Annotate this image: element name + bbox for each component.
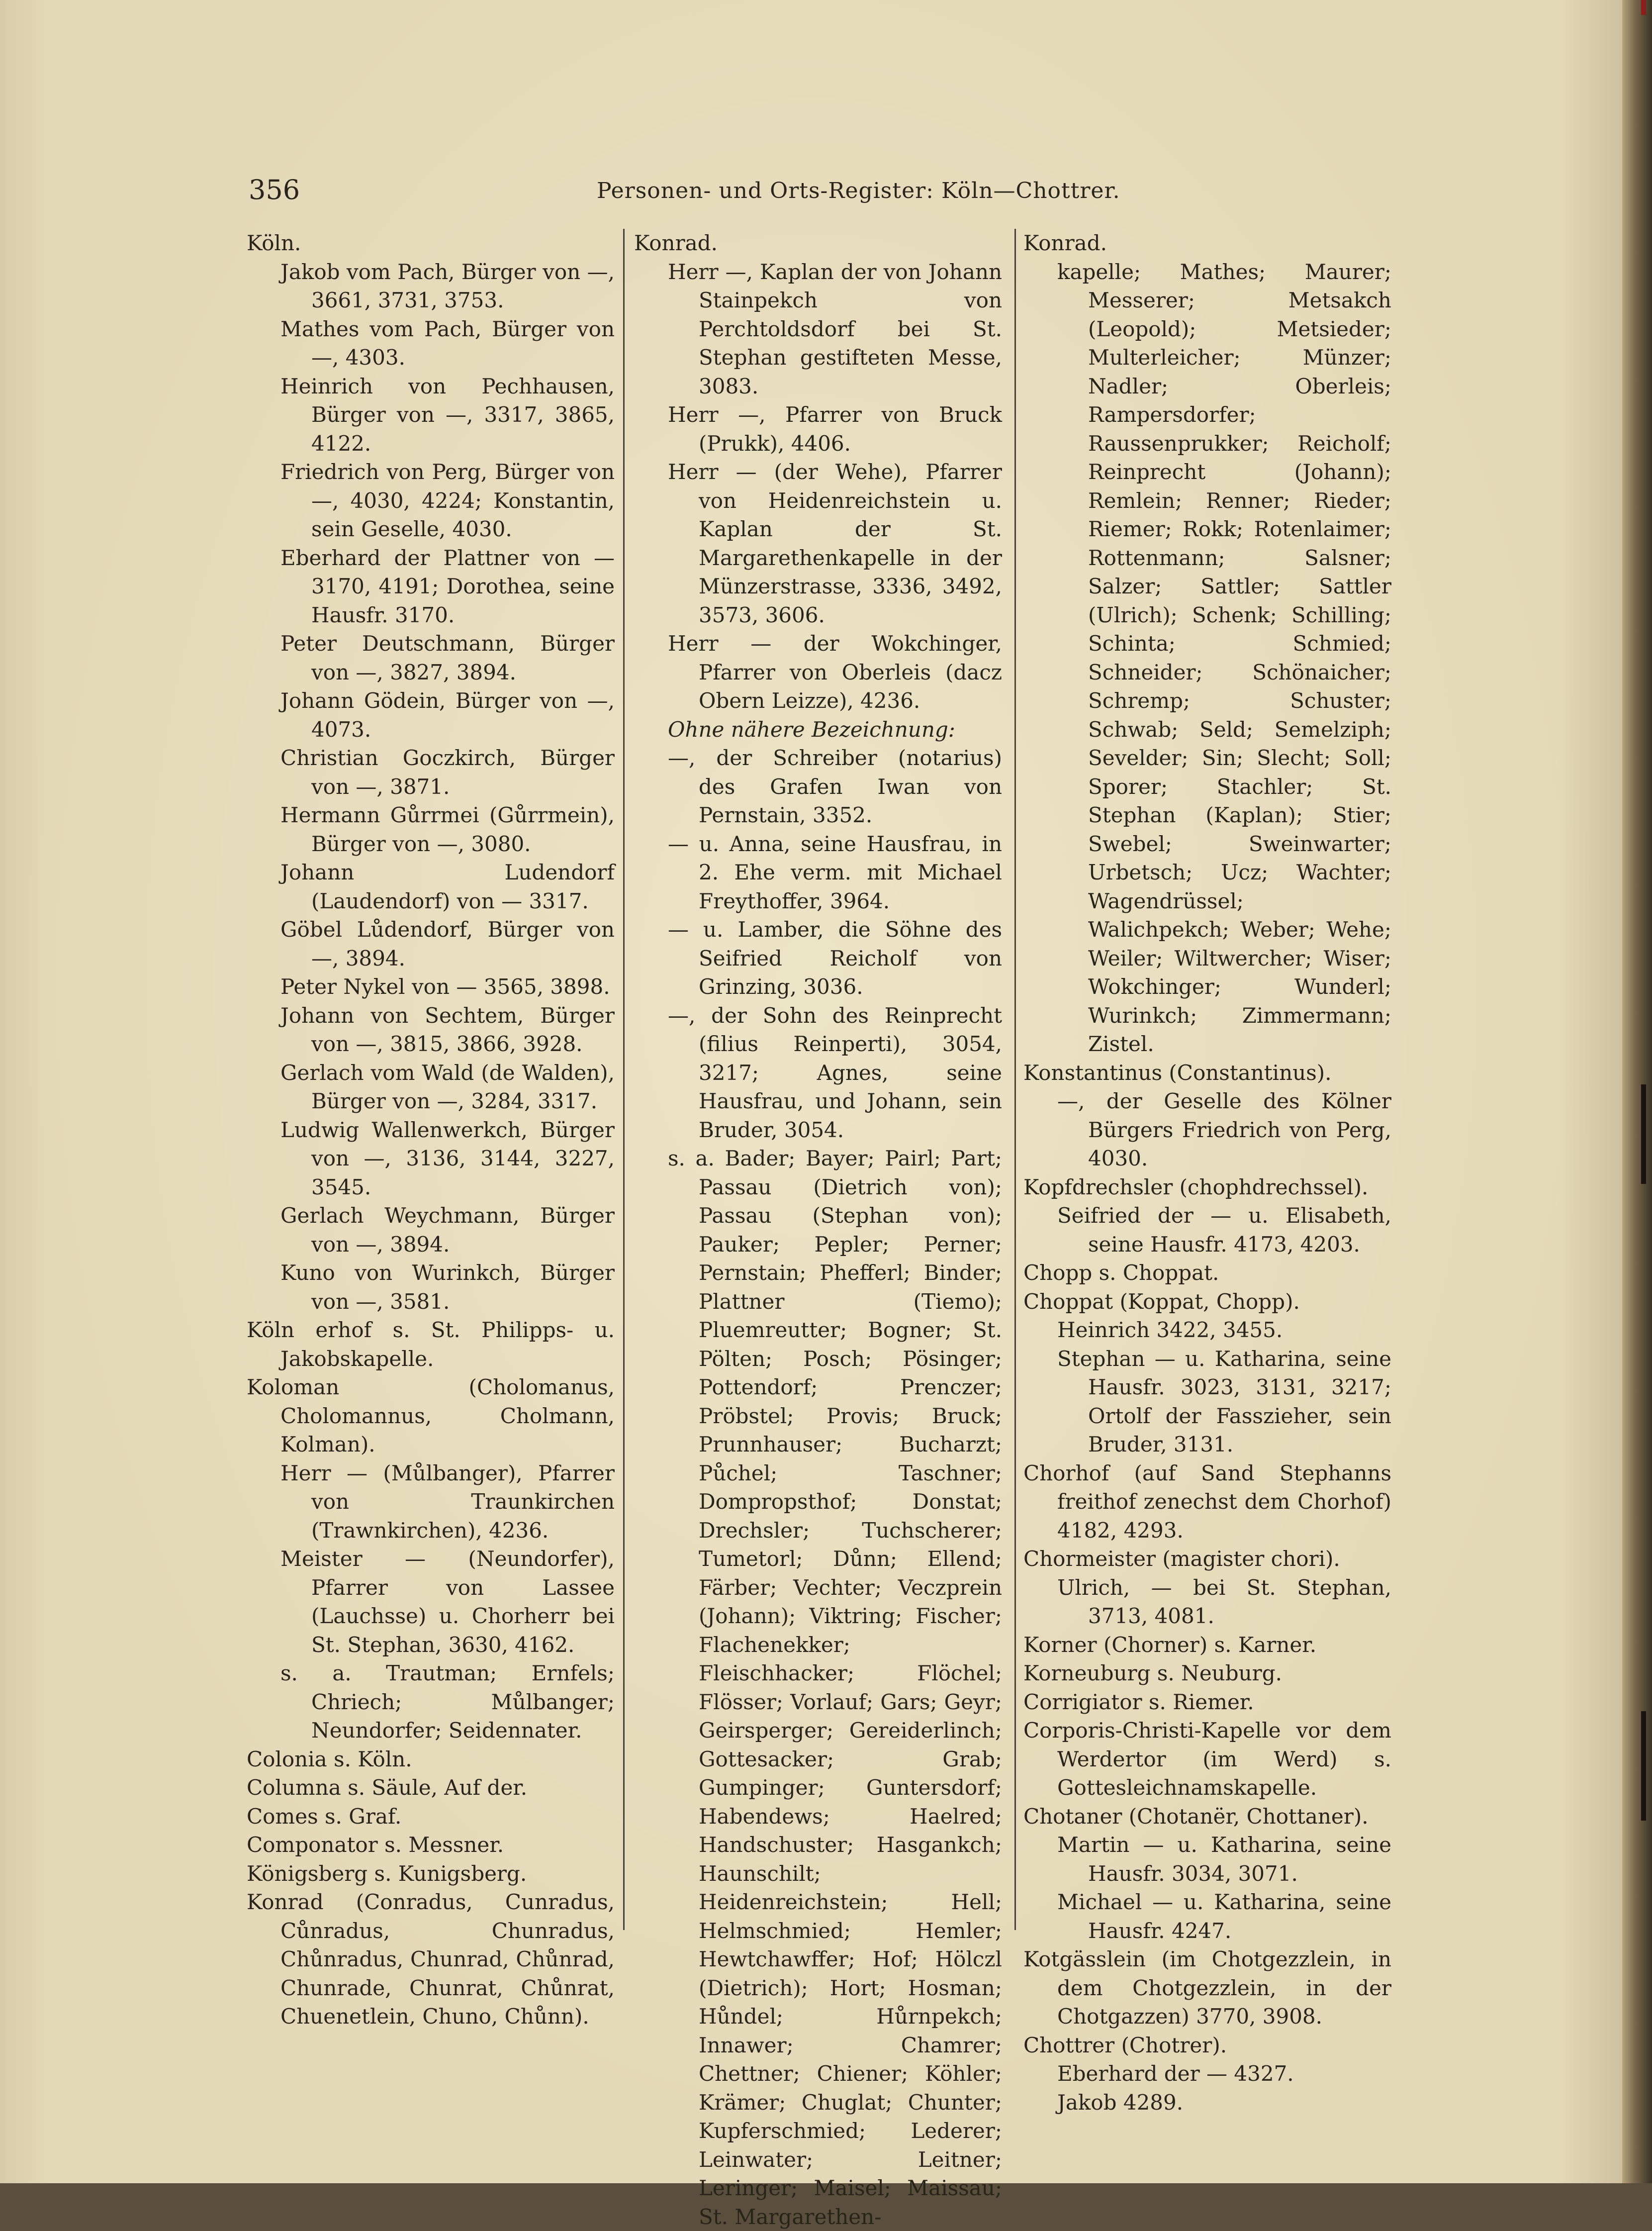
index-subentry: Hermann Gůrrmei (Gůrrmein), Bürger von —, 3080.	[280, 803, 615, 856]
index-subentry: kapelle; Mathes; Maurer; Messerer; Metsakch (Leopold); Metsieder; Multerleicher; Münzer; Nadler; Oberleis; Rampersdorfer; Raussenprukker; Reicholf; Reinprecht (Johann); Remlein; Renner; Rieder; Riemer; Rokk; Rotenlaimer; Rottenmann; Salsner; Salzer; Sattler; Sattler (Ulrich); Schenk; Schilling; Schinta; Schmied; Schneider; Schönaicher; Schremp; Schuster; Schwab; Seld; Semelziph; Sevelder; Sin; Slecht; Soll; Sporer; Stachler; St. Stephan (Kaplan); Stier; Swebel; Sweinwarter; Urbetsch; Ucz; Wachter; Wagendrüssel; Walichpekch; Weber; Wehe; Weiler; Wiltwercher; Wiser; Wokchinger; Wunderl; Wurinkch; Zimmermann; Zistel.	[1057, 259, 1391, 1056]
page-edge	[1622, 0, 1652, 2183]
index-heading: Köln erhof s. St. Philipps- u. Jakobskapelle.	[247, 1318, 615, 1371]
running-title: Personen- und Orts-Register: Köln—Chottrer.	[597, 178, 1120, 203]
index-subentry: Peter Deutschmann, Bürger von —, 3827, 3894.	[280, 631, 615, 684]
index-heading: Korner (Chorner) s. Karner.	[1023, 1632, 1317, 1657]
index-subentry: Eberhard der — 4327.	[1057, 2061, 1294, 2086]
index-heading: Chottrer (Chotrer).	[1023, 2033, 1227, 2057]
page-header	[249, 174, 1402, 209]
index-heading: Korneuburg s. Neuburg.	[1023, 1661, 1282, 1685]
index-heading: Konrad.	[634, 231, 718, 255]
index-heading: Corrigiator s. Riemer.	[1023, 1689, 1254, 1714]
index-subentry: Martin — u. Katharina, seine Hausfr. 3034, 3071.	[1057, 1833, 1391, 1886]
index-column-1	[247, 229, 615, 2031]
index-subentry: —, der Schreiber (notarius) des Grafen Iwan von Pernstain, 3352.	[668, 746, 1002, 827]
index-heading: Chormeister (magister chori).	[1023, 1547, 1340, 1571]
index-subentry: Michael — u. Katharina, seine Hausfr. 4247.	[1057, 1890, 1391, 1943]
index-heading: Choppat (Koppat, Chopp).	[1023, 1289, 1300, 1314]
index-subentry: —, der Geselle des Kölner Bürgers Friedrich von Perg, 4030.	[1057, 1089, 1391, 1170]
index-heading: Konrad.	[1023, 231, 1107, 255]
column-rule-left	[623, 229, 625, 1930]
index-subentry: Göbel Lůdendorf, Bürger von —, 3894.	[280, 917, 615, 970]
index-subentry: Heinrich 3422, 3455.	[1057, 1318, 1283, 1342]
index-subentry: Herr — (Můlbanger), Pfarrer von Traunkirchen (Trawnkirchen), 4236.	[280, 1460, 615, 1543]
index-column-2	[634, 229, 1002, 2231]
index-subentry: Herr — (der Wehe), Pfarrer von Heidenreichstein u. Kaplan der St. Margarethenkapelle in der Münzerstrasse, 3336, 3492, 3573, 3606.	[668, 460, 1002, 627]
index-heading: Corporis-Christi-Kapelle vor dem Werdertor (im Werd) s. Gottesleichnamskapelle.	[1023, 1718, 1391, 1800]
index-subentry: Johann von Sechtem, Bürger von —, 3815, 3866, 3928.	[280, 1003, 615, 1056]
index-subentry: Johann Gödein, Bürger von —, 4073.	[280, 688, 615, 742]
index-subentry: Herr —, Pfarrer von Bruck (Prukk), 4406.	[668, 402, 1002, 456]
column-rule-right	[1014, 229, 1016, 1930]
index-subentry: Meister — (Neundorfer), Pfarrer von Lassee (Lauchsse) u. Chorherr bei St. Stephan, 3630, 4162.	[280, 1547, 615, 1657]
index-subentry: Heinrich von Pechhausen, Bürger von —, 3317, 3865, 4122.	[280, 374, 615, 456]
index-subentry: s. a. Trautman; Ernfels; Chriech; Můlbanger; Neundorfer; Seidennater.	[280, 1661, 615, 1743]
index-subentry: Jakob vom Pach, Bürger von —, 3661, 3731, 3753.	[280, 259, 615, 312]
index-subentry: s. a. Bader; Bayer; Pairl; Part; Passau (Dietrich von); Passau (Stephan von); Pauker; Pepler; Perner; Pernstain; Phefferl; Binder; Plattner (Tiemo); Pluemreutter; Bogner; St. Pölten; Posch; Pösinger; Pottendorf; Prenczer; Pröbstel; Provis; Bruck; Prunnhauser; Bucharzt; Půchel; Taschner; Dompropsthof; Donstat; Drechsler; Tuchscherer; Tumetorl; Důnn; Ellend; Färber; Vechter; Veczprein (Johann); Viktring; Fischer; Flachenekker; Fleischhacker; Flöchel; Flösser; Vorlauf; Gars; Geyr; Geirsperger; Gereiderlinch; Gottesacker; Grab; Gumpinger; Guntersdorf; Habendews; Haelred; Handschuster; Hasgankch; Haunschilt; Heidenreichstein; Hell; Helmschmied; Hemler; Hewtchawffer; Hof; Hölczl (Dietrich); Hort; Hosman; Hůndel; Hůrnpekch; Innawer; Chamrer; Chettner; Chiener; Köhler; Krämer; Chuglat; Chunter; Kupferschmied; Lederer; Leinwater; Leitner; Leringer; Maisel; Maissau; St. Margarethen-	[668, 1146, 1002, 2229]
index-heading: Köln.	[247, 231, 301, 255]
index-heading: Colonia s. Köln.	[247, 1746, 412, 1771]
index-heading: Chopp s. Choppat.	[1023, 1261, 1219, 1285]
index-subentry: Friedrich von Perg, Bürger von —, 4030, 4224; Konstantin, sein Geselle, 4030.	[280, 460, 615, 541]
index-subentry: Johann Ludendorf (Laudendorf) von — 3317.	[280, 860, 615, 913]
index-heading: Königsberg s. Kunigsberg.	[247, 1861, 527, 1886]
index-subentry: Mathes vom Pach, Bürger von —, 4303.	[280, 316, 615, 370]
index-note: Ohne nähere Bezeichnung:	[668, 717, 955, 742]
index-heading: Chotaner (Chotanër, Chottaner).	[1023, 1804, 1369, 1829]
index-subentry: Herr — der Wokchinger, Pfarrer von Oberleis (dacz Obern Leizze), 4236.	[668, 631, 1002, 713]
index-subentry: Seifried der — u. Elisabeth, seine Hausfr. 4173, 4203.	[1057, 1203, 1391, 1257]
index-subentry: Herr —, Kaplan der von Johann Stainpekch von Perchtoldsdorf bei St. Stephan gestifteten Messe, 3083.	[668, 259, 1002, 398]
index-heading: Columna s. Säule, Auf der.	[247, 1775, 528, 1800]
index-subentry: Eberhard der Plattner von — 3170, 4191; Dorothea, seine Hausfr. 3170.	[280, 545, 615, 627]
index-subentry: Jakob 4289.	[1057, 2090, 1184, 2115]
index-subentry: Gerlach vom Wald (de Walden), Bürger von —, 3284, 3317.	[280, 1060, 615, 1113]
index-subentry: —, der Sohn des Reinprecht (filius Reinperti), 3054, 3217; Agnes, seine Hausfrau, und Johann, sein Bruder, 3054.	[668, 1003, 1002, 1142]
index-heading: Kotgässlein (im Chotgezzlein, in dem Chotgezzlein, in der Chotgazzen) 3770, 3908.	[1023, 1947, 1391, 2029]
index-subentry: Christian Goczkirch, Bürger von —, 3871.	[280, 746, 615, 799]
index-subentry: Gerlach Weychmann, Bürger von —, 3894.	[280, 1203, 615, 1257]
index-subentry: Peter Nykel von — 3565, 3898.	[280, 974, 610, 999]
index-heading: Chorhof (auf Sand Stephanns freithof zenechst dem Chorhof) 4182, 4293.	[1023, 1460, 1391, 1543]
index-heading: Comes s. Graf.	[247, 1804, 402, 1829]
index-subentry: — u. Lamber, die Söhne des Seifried Reicholf von Grinzing, 3036.	[668, 917, 1002, 999]
index-column-3	[1023, 229, 1391, 2117]
index-subentry: Ludwig Wallenwerkch, Bürger von —, 3136, 3144, 3227, 3545.	[280, 1117, 615, 1199]
index-heading: Konrad (Conradus, Cunradus, Cůnradus, Chunradus, Chůnradus, Chunrad, Chůnrad, Chunrade, Chunrat, Chůnrat, Chuenetlein, Chuno, Chůnn).	[247, 1890, 615, 2029]
index-subentry: Ulrich, — bei St. Stephan, 3713, 4081.	[1057, 1575, 1391, 1628]
index-subentry: Kuno von Wurinkch, Bürger von —, 3581.	[280, 1261, 615, 1314]
index-heading: Componator s. Messner.	[247, 1833, 504, 1857]
page-number: 356	[249, 174, 300, 205]
index-subentry: Stephan — u. Katharina, seine Hausfr. 3023, 3131, 3217; Ortolf der Fasszieher, sein Bruder, 3131.	[1057, 1346, 1391, 1456]
index-subentry: — u. Anna, seine Hausfrau, in 2. Ehe verm. mit Michael Freythoffer, 3964.	[668, 831, 1002, 913]
index-heading: Konstantinus (Constantinus).	[1023, 1060, 1332, 1085]
index-heading: Koloman (Cholomanus, Cholomannus, Cholmann, Kolman).	[247, 1375, 615, 1456]
index-heading: Kopfdrechsler (chophdrechssel).	[1023, 1174, 1369, 1199]
